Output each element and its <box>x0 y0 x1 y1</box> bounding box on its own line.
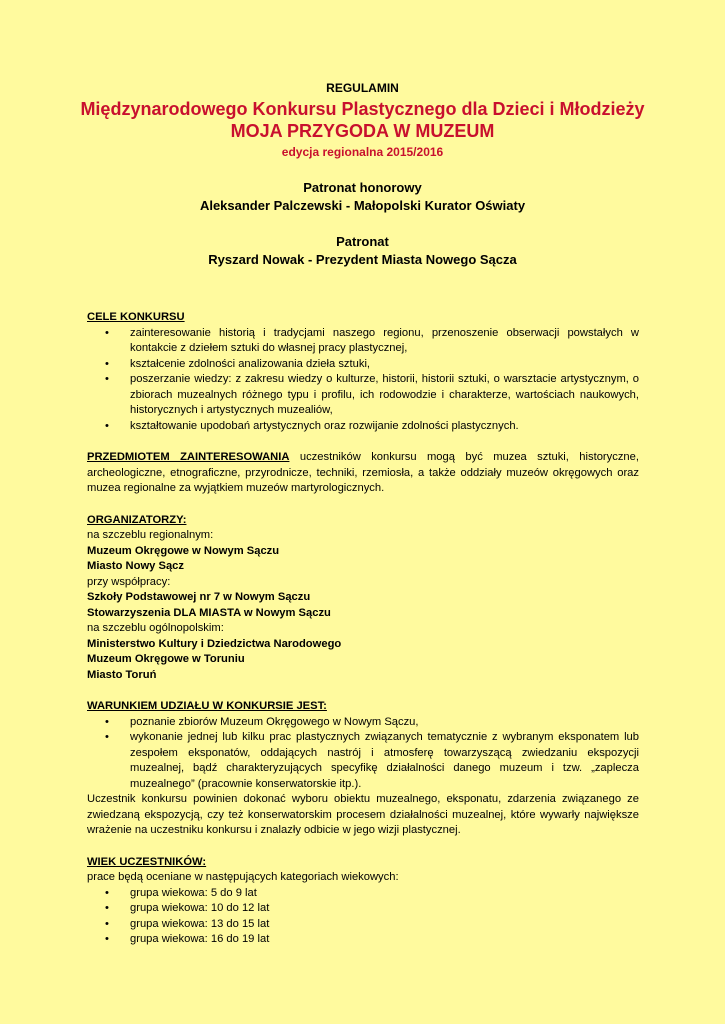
list-item: • grupa wiekowa: 13 do 15 lat <box>87 917 639 933</box>
bullet-icon: • <box>105 715 109 728</box>
subject-title: PRZEDMIOTEM ZAINTERESOWANIA <box>87 451 290 463</box>
national-label: na szczeblu ogólnopolskim: <box>87 622 224 634</box>
honorary-patronage-name: Aleksander Palczewski - Małopolski Kurator Oświaty <box>199 198 526 213</box>
list-item: • grupa wiekowa: 10 do 12 lat <box>87 901 639 917</box>
subject-paragraph <box>87 450 639 497</box>
list-item: • grupa wiekowa: 16 do 19 lat <box>87 932 639 948</box>
bullet-icon: • <box>105 326 109 339</box>
organizer-name: Miasto Toruń <box>87 668 157 681</box>
ages-title: WIEK UCZESTNIKÓW: <box>87 855 207 868</box>
bullet-icon: • <box>105 886 109 899</box>
coop-label: przy współpracy: <box>87 575 171 588</box>
bullet-icon: • <box>105 373 109 385</box>
ages-list <box>87 886 639 948</box>
bullet-icon: • <box>105 933 109 945</box>
document-body <box>87 310 639 948</box>
contest-title: Międzynarodowego Konkursu Plastycznego dla Dzieci i Młodzieży <box>80 99 645 119</box>
bullet-icon: • <box>105 357 109 370</box>
list-item: • poznanie zbiorów Muzeum Okręgowego w Nowym Sączu, <box>87 715 639 731</box>
contest-name: MOJA PRZYGODA W MUZEUM <box>230 121 495 141</box>
regulation-heading: REGULAMIN <box>326 81 399 95</box>
conditions-title: WARUNKIEM UDZIAŁU W KONKURSIE JEST: <box>87 700 327 712</box>
list-item: • poszerzanie wiedzy: z zakresu wiedzy o kulturze, historii, historii sztuki, o warsztacie artystycznym, o zbiorach muzealnych różnego typu i profilu, ich rodowodzie i charakterze, wartościach naukowych, historycznych i artystycznych muzealiów, <box>105 373 639 416</box>
list-item: • grupa wiekowa: 5 do 9 lat <box>87 886 639 902</box>
list-item: • wykonanie jednej lub kilku prac plastycznych związanych tematycznie z wybranym eksponatem lub zespołem eksponatów, oddających nastrój i atmosferę towarzyszącą zwiedzaniu ekspozycji muzealnej, bądź charakteryzujących specyfikę działalności danego muzeum i tzw. „zaplecza muzealnego” (pracownie konserwatorskie itp.). <box>105 731 639 790</box>
bullet-icon: • <box>105 731 109 743</box>
honorary-patronage-title: Patronat honorowy <box>303 180 422 195</box>
organizer-name: Stowarzyszenia DLA MIASTA w Nowym Sączu <box>87 606 331 619</box>
organizer-name: Szkoły Podstawowej nr 7 w Nowym Sączu <box>87 591 311 603</box>
regional-label: na szczeblu regionalnym: <box>87 529 214 541</box>
patronage-title: Patronat <box>336 234 389 249</box>
patronage <box>0 233 725 269</box>
list-item: • zainteresowanie historią i tradycjami naszego regionu, przenoszenie obserwacji powstałych w kontakcie z dziełem sztuki do własnej pracy plastycznej, <box>105 326 639 354</box>
bullet-icon: • <box>105 917 109 930</box>
bullet-icon: • <box>105 902 109 914</box>
goals-list <box>87 326 639 435</box>
organizer-name: Muzeum Okręgowe w Toruniu <box>87 653 245 665</box>
edition-label: edycja regionalna 2015/2016 <box>281 145 444 159</box>
organizer-name: Muzeum Okręgowe w Nowym Sączu <box>87 544 280 557</box>
bullet-icon: • <box>105 419 109 432</box>
conditions-paragraph: Uczestnik konkursu powinien dokonać wyboru obiektu muzealnego, eksponatu, zdarzenia związanego ze zwiedzaną ekspozycją, czy też konserwatorskim procesem działalności muzealnej, które wywarły największe wrażenie na uczestniku konkursu i znalazły odbicie w jego wizji plastycznej. <box>87 793 639 836</box>
document-header <box>0 80 725 160</box>
ages-intro: prace będą oceniane w następujących kategoriach wiekowych: <box>87 871 399 883</box>
list-item: • kształtowanie upodobań artystycznych oraz rozwijanie zdolności plastycznych. <box>87 419 639 435</box>
honorary-patronage <box>0 179 725 215</box>
patronage-name: Ryszard Nowak - Prezydent Miasta Nowego Sącza <box>208 252 517 267</box>
list-item: • kształcenie zdolności analizowania dzieła sztuki, <box>87 357 639 373</box>
conditions-list <box>87 715 639 793</box>
goals-title: CELE KONKURSU <box>87 311 185 323</box>
organizers-title: ORGANIZATORZY: <box>87 513 187 526</box>
subject-text: uczestników konkursu mogą być muzea sztuki, historyczne, archeologiczne, etnograficzne, przyrodnicze, techniki, rzemiosła, a także oddziały muzeów okręgowych oraz muzea regionalne za wyjątkiem muzeów martyrologicznych. <box>87 451 639 494</box>
organizer-name: Ministerstwo Kultury i Dziedzictwa Narodowego <box>87 637 342 650</box>
organizer-name: Miasto Nowy Sącz <box>87 560 184 572</box>
